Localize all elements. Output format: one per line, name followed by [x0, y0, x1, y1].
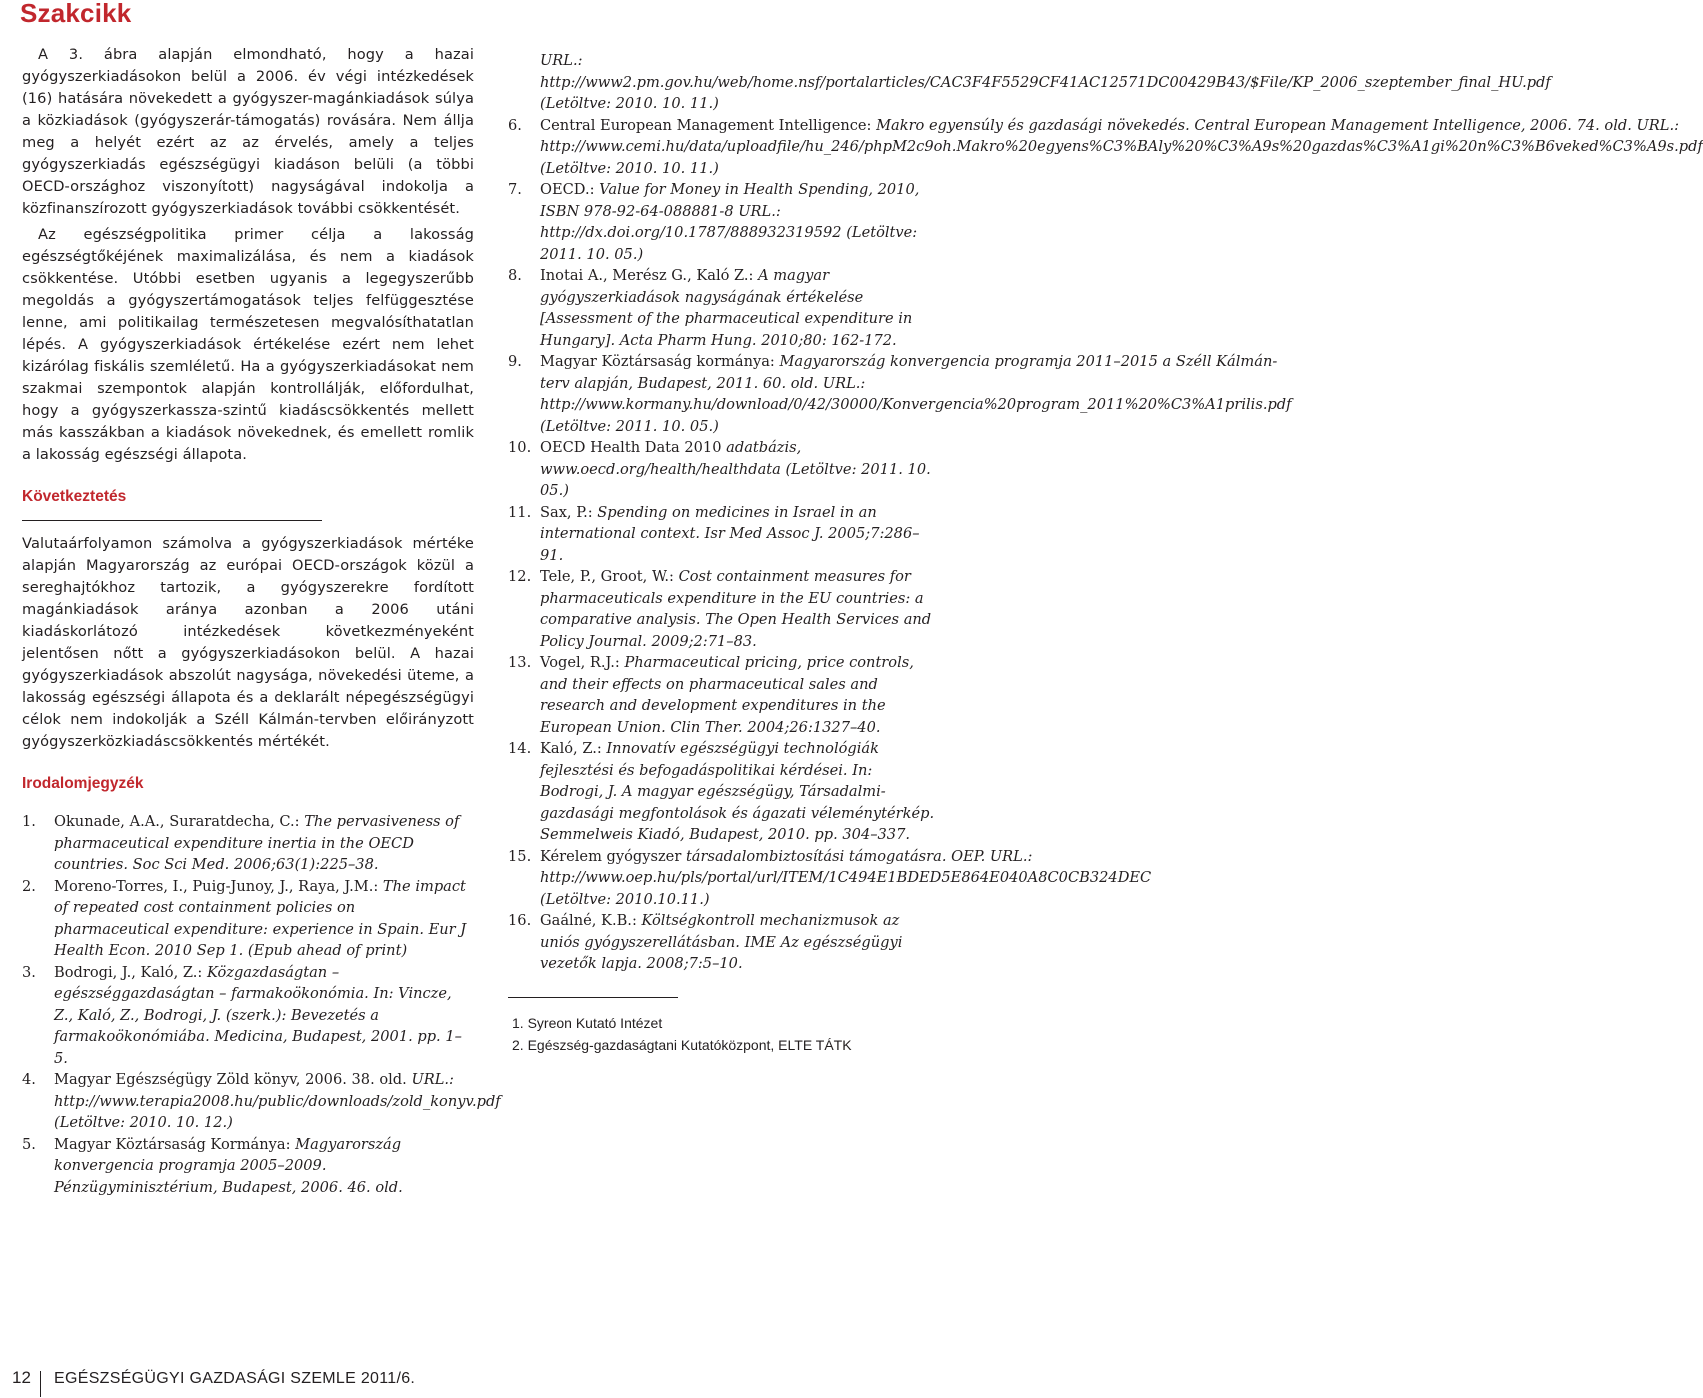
footnote-divider: [508, 997, 678, 998]
reference-number: 1.: [22, 813, 36, 830]
reference-item: [508, 351, 1292, 437]
conclusion-paragraph: Valutaárfolyamon számolva a gyógyszerkiadások mértéke alapján Magyarország az európai OECD-országok közül a sereghajtókhoz tartozik, a gyógyszerekre fordított magánkiadások aránya azonban a 2006 utáni kiadáskorlátozó intézkedések következményeként jelentősen nőtt a gyógyszerkiadásokon belül. A hazai gyógyszerkiadások abszolút nagysága, növekedési üteme, a lakosság egészségi állapota és a deklarált népegészségügyi célok nem indokolják a Széll Kálmán-tervben előirányzott gyógyszerközkiadáscsökkentés mértékét.: [22, 535, 474, 750]
section-title: Szakcikk: [20, 0, 132, 28]
reference-item: [508, 738, 940, 846]
reference-details: társadalombiztosítási támogatásra. OEP. URL.: http://www.oep.hu/pls/portal/url/ITEM/1C494E1BDED5E864E040A8C0CB324DEC (Letöltve: 2010.10.11.): [540, 847, 1152, 908]
reference-authors: Central European Management Intelligence:: [540, 116, 877, 134]
reference-details: Pharmaceutical pricing, price controls, and their effects on pharmaceutical sales and research and development expenditures in the European Union. Clin Ther. 2004;26:1327–40.: [540, 654, 914, 736]
reference-authors: Moreno-Torres, I., Puig-Junoy, J., Raya, J.M.:: [54, 877, 383, 895]
reference-number: 4.: [22, 1071, 36, 1088]
reference-list-right: [508, 50, 1703, 975]
reference-authors: Kaló, Z.:: [540, 740, 607, 757]
reference-details: Makro egyensúly és gazdasági növekedés. Central European Management Intelligence, 2006. 74. old. URL.: http://www.cemi.hu/data/uploadfile/hu_246/phpM2c9oh.Makro%20egyens%C3%BAly%20%C3%A9s%20gazdas%C3%A1gi%20n%C3%B6veked%C3%A9s.pdf (Letöltve: 2010. 10. 11.): [540, 116, 1703, 177]
reference-details: URL.: http://www2.pm.gov.hu/web/home.nsf/portalarticles/CAC3F4F5529CF41AC12571DC00429B43/$File/KP_2006_szeptember_final_HU.pdf (Letöltve: 2010. 10. 11.): [540, 52, 1551, 112]
reference-number: 15.: [508, 847, 532, 865]
reference-authors: OECD Health Data 2010: [540, 439, 727, 456]
body-paragraph-1: A 3. ábra alapján elmondható, hogy a hazai gyógyszerkiadásokon belül a 2006. év végi intézkedések (16) hatására növekedett a gyógyszer-magánkiadások súlya a közkiadások (gyógyszerár-támogatás) rovására. Nem állja meg a helyét ezért az az érvelés, amely a teljes gyógyszerkiadás egészségügyi kiadáson belüli (a többi OECD-országhoz viszonyított) nagyságával indokolja a közfinanszírozott gyógyszerkiadások további csökkentését.: [22, 46, 474, 217]
reference-authors: Magyar Köztársaság Kormánya:: [54, 1135, 296, 1153]
reference-details: Magyarország konvergencia programja 2005–2009. Pénzügyminisztérium, Budapest, 2006. 46. old.: [54, 1135, 403, 1196]
reference-item: [508, 652, 940, 738]
reference-list-left: [22, 811, 501, 1198]
reference-authors: Sax, P.:: [540, 503, 598, 521]
body-paragraph-2: Az egészségpolitika primer célja a lakosság egészségtőkéjének maximalizálása, és nem a kiadások csökkentése. Utóbbi esetben ugyanis a legegyszerűbb megoldás a gyógyszertámogatások teljes felfüggesztése lenne, ami politikailag természetesen megvalósíthatatlan lépés. A gyógyszerkiadások értékelése ezért nem lehet kizárólag fiskális szemléletű. Ha a gyógyszerkiadásokat nem szakmai szempontok alapján kontrollálják, előfordulhat, hogy a gyógyszerkassza-szintű kiadáscsökkentés mellett más kasszákban a kiadások növekednek, és emellett romlik a lakosság egészségi állapota.: [22, 226, 474, 463]
reference-details: The pervasiveness of pharmaceutical expenditure inertia in the OECD countries. Soc Sci Med. 2006;63(1):225–38.: [54, 813, 460, 873]
reference-number: 7.: [508, 181, 522, 198]
reference-authors: Magyar Egészségügy Zöld könyv, 2006. 38. old.: [54, 1071, 412, 1088]
reference-item-continued: [508, 50, 1551, 115]
reference-item: [22, 1134, 474, 1199]
reference-number: 3.: [22, 963, 36, 981]
reference-item: [22, 1069, 501, 1134]
reference-authors: Okunade, A.A., Suraratdecha, C.:: [54, 813, 305, 830]
reference-details: The impact of repeated cost containment policies on pharmaceutical expenditure: experience in Spain. Eur J Health Econ. 2010 Sep 1. (Epub ahead of print): [54, 877, 467, 959]
reference-authors: Inotai A., Merész G., Kaló Z.:: [540, 267, 759, 284]
reference-authors: Tele, P., Groot, W.:: [540, 568, 679, 585]
reference-number: [508, 50, 540, 115]
reference-number: 9.: [508, 353, 522, 370]
reference-item: [508, 179, 940, 265]
reference-details: Innovatív egészségügyi technológiák fejlesztési és befogadáspolitikai kérdései. In: Bodrogi, J. A magyar egészségügy, Társadalmi-gazdasági megfontolások és ágazati véleménytérkép. Semmelweis Kiadó, Budapest, 2010. pp. 304–337.: [540, 740, 935, 843]
reference-number: 8.: [508, 267, 522, 284]
reference-item: [508, 566, 940, 652]
reference-item: [508, 502, 940, 567]
page-number: 12: [12, 1368, 31, 1387]
reference-details: adatbázis, www.oecd.org/health/healthdata (Letöltve: 2011. 10. 05.): [540, 439, 931, 499]
reference-item: [508, 910, 940, 975]
reference-item: [508, 437, 940, 502]
conclusion-divider: [22, 520, 322, 521]
reference-item: [508, 115, 1703, 180]
reference-number: 12.: [508, 568, 532, 585]
footnote-affiliation-1: 1. Syreon Kutató Intézet: [512, 1014, 663, 1031]
reference-details: Value for Money in Health Spending, 2010, ISBN 978-92-64-088881-8 URL.: http://dx.doi.org/10.1787/888932319592 (Letöltve: 2011. 10. 05.): [540, 181, 920, 263]
reference-number: 5.: [22, 1135, 36, 1153]
references-heading: Irodalomjegyzék: [22, 775, 144, 792]
reference-authors: Gaálné, K.B.:: [540, 912, 642, 929]
left-column: [22, 44, 501, 1198]
reference-details: A magyar gyógyszerkiadások nagyságának értékelése [Assessment of the pharmaceutical expenditure in Hungary]. Acta Pharm Hung. 2010;80: 162-172.: [540, 267, 913, 349]
conclusion-heading: Következtetés: [22, 488, 127, 505]
reference-item: [22, 876, 474, 962]
reference-details: Magyarország konvergencia programja 2011–2015 a Széll Kálmán-terv alapján, Budapest, 2011. 60. old. URL.: http://www.kormany.hu/download/0/42/30000/Konvergencia%20program_2011%20%C3%A1prilis.pdf (Letöltve: 2011. 10. 05.): [540, 353, 1292, 435]
journal-title: EGÉSZSÉGÜGYI GAZDASÁGI SZEMLE 2011/6.: [54, 1370, 416, 1387]
reference-item: [508, 265, 940, 351]
reference-authors: Bodrogi, J., Kaló, Z.:: [54, 963, 207, 981]
right-column: [508, 50, 1703, 1056]
reference-authors: Vogel, R.J.:: [540, 654, 625, 671]
reference-item: [22, 962, 474, 1070]
reference-details: Költségkontroll mechanizmusok az uniós gyógyszerellátásban. IME Az egészségügyi vezetők lapja. 2008;7:5–10.: [540, 912, 903, 972]
reference-details: URL.: http://www.terapia2008.hu/public/downloads/zold_konyv.pdf (Letöltve: 2010. 10. 12.): [54, 1071, 501, 1131]
reference-number: 2.: [22, 877, 36, 895]
reference-authors: OECD.:: [540, 181, 600, 198]
reference-number: 6.: [508, 116, 522, 134]
reference-number: 16.: [508, 912, 532, 929]
reference-details: Cost containment measures for pharmaceuticals expenditure in the EU countries: a comparative analysis. The Open Health Services and Policy Journal. 2009;2:71–83.: [540, 568, 932, 650]
reference-authors: Kérelem gyógyszer: [540, 847, 686, 865]
reference-item: [508, 846, 1152, 911]
reference-number: 10.: [508, 439, 532, 456]
reference-authors: Magyar Köztársaság kormánya:: [540, 353, 780, 370]
reference-item: [22, 811, 474, 876]
reference-number: 14.: [508, 740, 532, 757]
page-footer: [0, 1368, 960, 1398]
reference-number: 13.: [508, 654, 532, 671]
footer-divider: [40, 1371, 41, 1397]
reference-details: Spending on medicines in Israel in an international context. Isr Med Assoc J. 2005;7:286–91.: [540, 503, 920, 564]
reference-details: Közgazdaságtan – egészséggazdaságtan – farmakoökonómia. In: Vincze, Z., Kaló, Z., Bodrogi, J. (szerk.): Bevezetés a farmakoökonómiába. Medicina, Budapest, 2001. pp. 1–5.: [54, 963, 462, 1067]
footnote-affiliation-2: 2. Egészség-gazdaságtani Kutatóközpont, ELTE TÁTK: [512, 1036, 852, 1053]
reference-number: 11.: [508, 503, 532, 521]
